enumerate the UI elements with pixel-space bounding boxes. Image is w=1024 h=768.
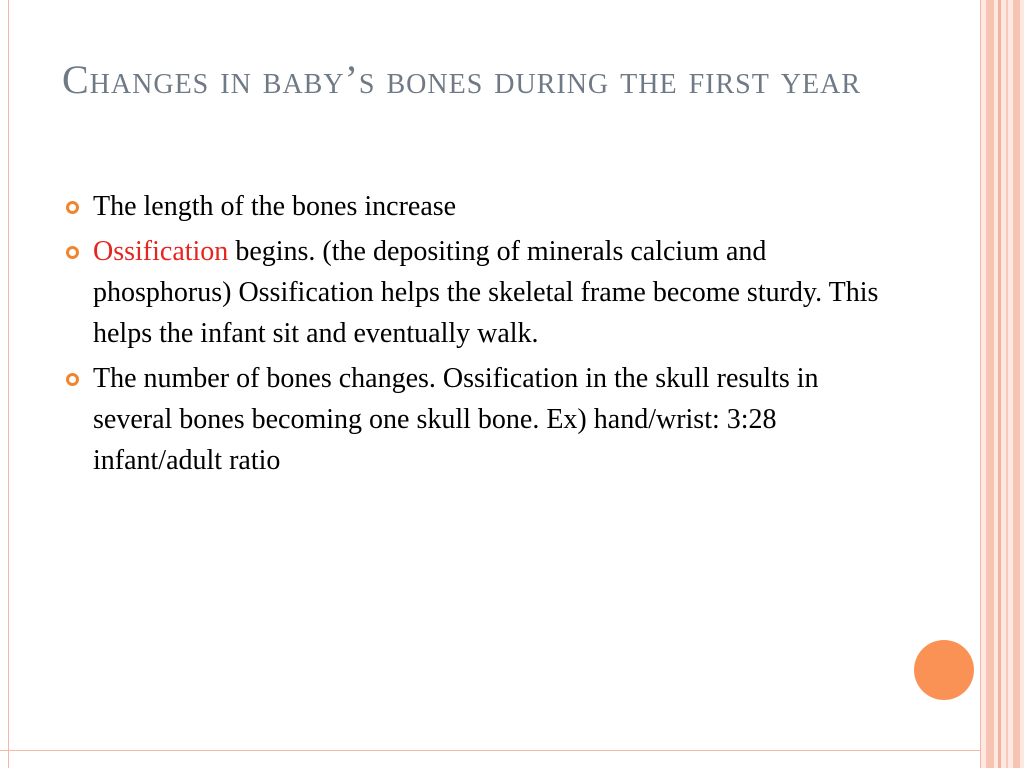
slide-left-border: [8, 0, 9, 768]
ring-bullet-icon: [66, 246, 79, 259]
bullet-item: [62, 358, 892, 481]
stripe: [998, 0, 1001, 768]
ring-bullet-icon: [66, 373, 79, 386]
stripe: [1013, 0, 1020, 768]
highlighted-term: Ossification: [93, 236, 229, 267]
bullet-text: The number of bones changes. Ossification in the skull results in several bones becoming one skull bone. Ex) hand/wrist: 3:28 infant/adult ratio: [93, 363, 819, 476]
slide-bottom-border: [0, 750, 980, 751]
bullet-list: [62, 186, 892, 485]
decorative-circle: [914, 640, 974, 700]
ring-bullet-icon: [66, 201, 79, 214]
stripe: [1006, 0, 1008, 768]
bullet-item: [62, 231, 892, 354]
bullet-item: [62, 186, 892, 227]
stripe: [986, 0, 994, 768]
bullet-text: begins. (the depositing of minerals calcium and phosphorus) Ossification helps the skeletal frame become sturdy. This helps the infant sit and eventually walk.: [93, 236, 879, 349]
slide-title: Changes in baby’s bones during the first year: [62, 57, 862, 102]
stripe: [980, 0, 981, 768]
bullet-text: The length of the bones increase: [93, 191, 457, 222]
decorative-side-stripes: [980, 0, 1024, 768]
